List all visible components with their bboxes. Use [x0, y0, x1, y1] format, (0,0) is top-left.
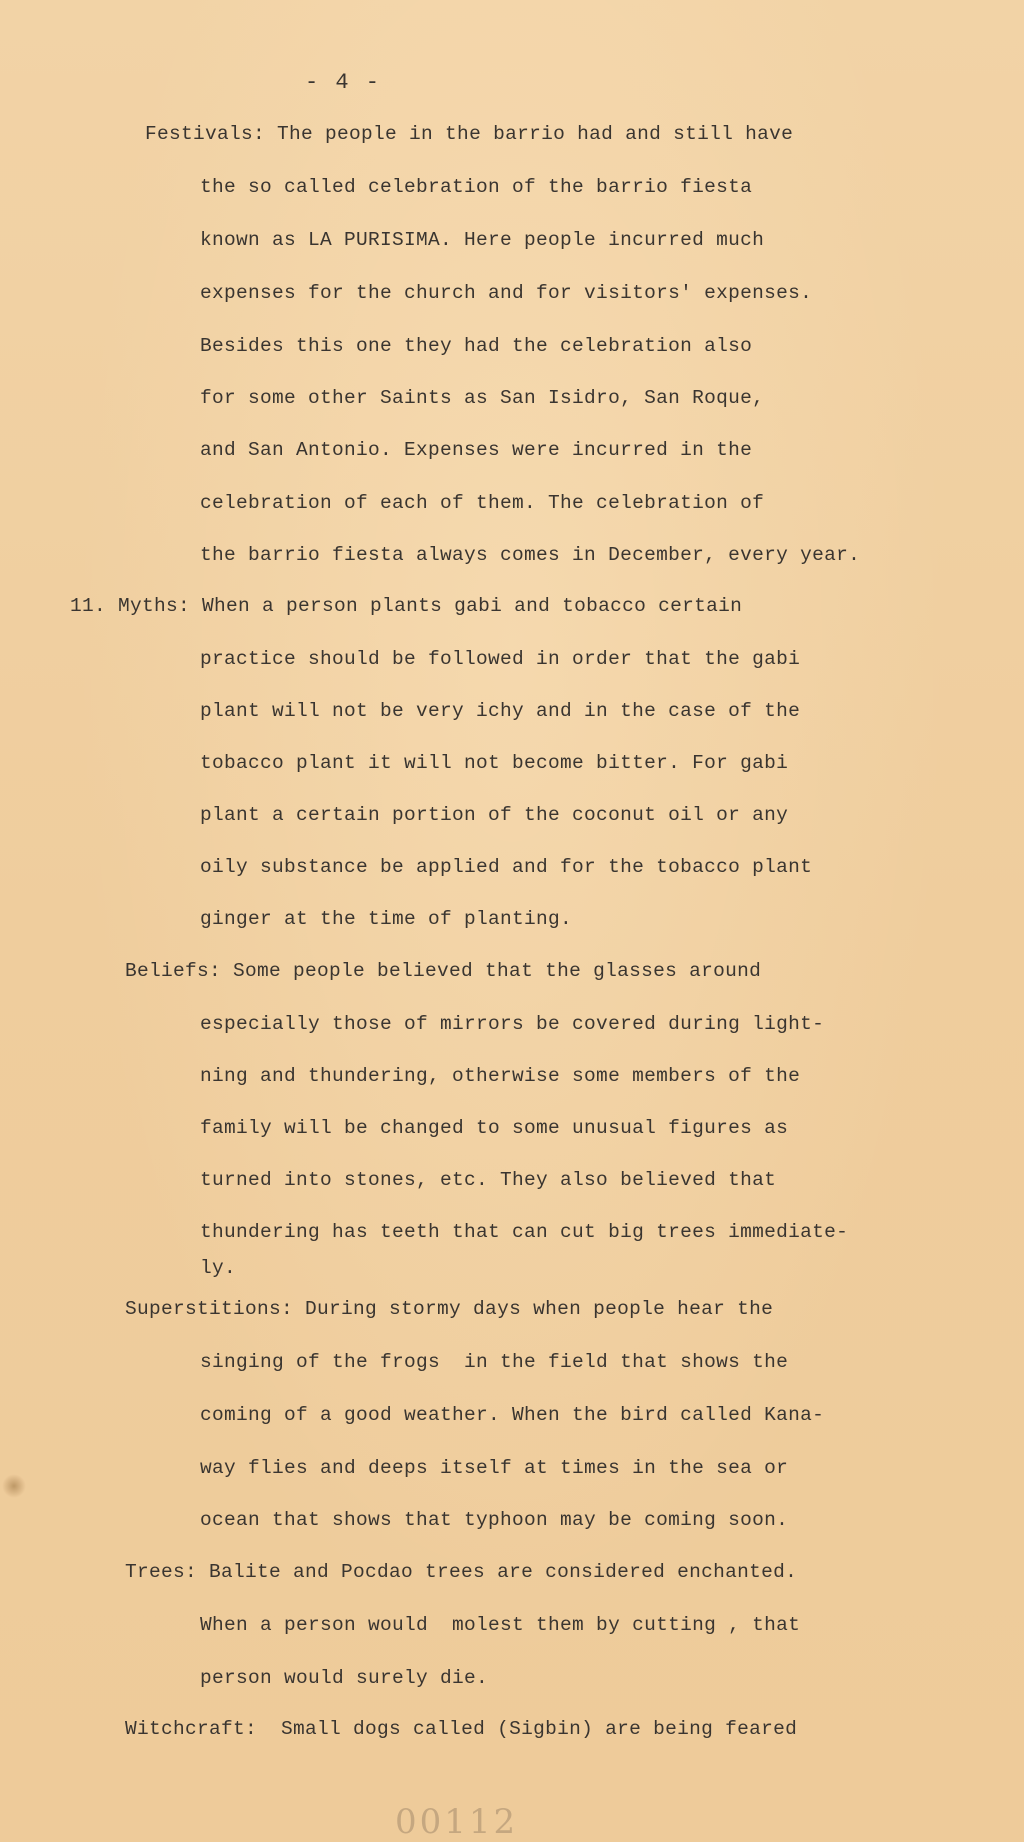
text-line: person would surely die.: [200, 1667, 489, 1689]
text-line: family will be changed to some unusual figures as: [200, 1117, 789, 1139]
text-line: way flies and deeps itself at times in the sea or: [200, 1457, 789, 1479]
text-line: Festivals: The people in the barrio had and still have: [145, 123, 794, 145]
text-line: ocean that shows that typhoon may be coming soon.: [200, 1509, 789, 1531]
page-number: - 4 -: [305, 70, 382, 95]
archive-stamp: 00112: [395, 1802, 519, 1842]
section-label-superstitions: Superstitions:: [125, 1298, 294, 1320]
text-line: 11. Myths: When a person plants gabi and tobacco certain: [70, 595, 743, 617]
text-line: for some other Saints as San Isidro, San Roque,: [200, 387, 765, 409]
text-line: Trees: Balite and Pocdao trees are considered enchanted.: [125, 1561, 798, 1583]
text-line: Superstitions: During stormy days when people hear the: [125, 1298, 774, 1320]
text-line: coming of a good weather. When the bird called Kana-: [200, 1404, 825, 1426]
section-label-trees: Trees:: [125, 1561, 198, 1583]
text-line: ginger at the time of planting.: [200, 908, 573, 930]
text-line: expenses for the church and for visitors' expenses.: [200, 282, 813, 304]
text-line: Witchcraft: Small dogs called (Sigbin) are being feared: [125, 1718, 798, 1740]
text-line: and San Antonio. Expenses were incurred in the: [200, 439, 753, 461]
paper-stain: [2, 1474, 26, 1498]
text-line: Besides this one they had the celebration also: [200, 335, 753, 357]
section-label-beliefs: Beliefs:: [125, 960, 222, 982]
text-line: thundering has teeth that can cut big trees immediate-: [200, 1221, 849, 1243]
text-line: practice should be followed in order that the gabi: [200, 648, 801, 670]
text-line: ning and thundering, otherwise some members of the: [200, 1065, 801, 1087]
text-line: plant a certain portion of the coconut oil or any: [200, 804, 789, 826]
section-label-myths: 11. Myths:: [70, 595, 191, 617]
text-line: especially those of mirrors be covered during light-: [200, 1013, 825, 1035]
section-label-festivals: Festivals:: [145, 123, 266, 145]
text-line: Beliefs: Some people believed that the glasses around: [125, 960, 762, 982]
text-line: known as LA PURISIMA. Here people incurred much: [200, 229, 765, 251]
text-line: When a person would molest them by cutting , that: [200, 1614, 801, 1636]
text-line: oily substance be applied and for the tobacco plant: [200, 856, 813, 878]
text-line: plant will not be very ichy and in the case of the: [200, 700, 801, 722]
text-line: the barrio fiesta always comes in December, every year.: [200, 544, 861, 566]
text-line: tobacco plant it will not become bitter. For gabi: [200, 752, 789, 774]
text-line: the so called celebration of the barrio fiesta: [200, 176, 753, 198]
text-line: ly.: [200, 1257, 237, 1279]
text-line: turned into stones, etc. They also believed that: [200, 1169, 777, 1191]
section-label-witchcraft: Witchcraft:: [125, 1718, 258, 1740]
text-line: singing of the frogs in the field that shows the: [200, 1351, 789, 1373]
text-line: celebration of each of them. The celebration of: [200, 492, 765, 514]
